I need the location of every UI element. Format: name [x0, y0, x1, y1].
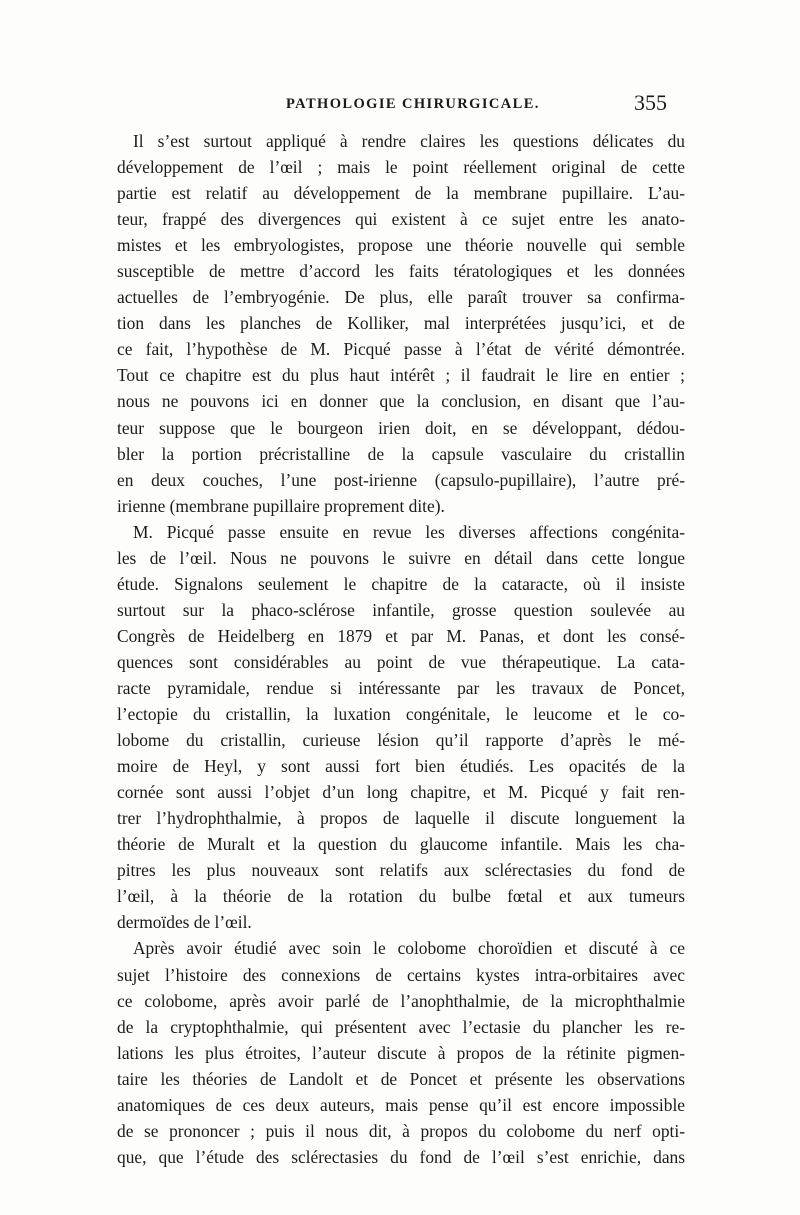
text-line: cornée sont aussi l’objet d’un long chapitre, et M. Picqué y fait ren- — [117, 782, 685, 803]
text-line: Tout ce chapitre est du plus haut intérêt ; il faudrait le lire en entier ; — [117, 365, 685, 386]
text-line: trer l’hydrophthalmie, à propos de laquelle il discute longuement la — [117, 808, 685, 829]
text-line: développement de l’œil ; mais le point réellement original de cette — [117, 157, 685, 178]
text-line: anatomiques de ces deux auteurs, mais pense qu’il est encore impossible — [117, 1094, 685, 1115]
text-line: théorie de Muralt et la question du glaucome infantile. Mais les cha- — [117, 834, 685, 855]
text-line: Congrès de Heidelberg en 1879 et par M. Panas, et dont les consé- — [117, 625, 685, 646]
page-number: 355 — [634, 90, 667, 115]
text-line: irienne (membrane pupillaire proprement dite). — [117, 495, 445, 516]
text-line: ce colobome, après avoir parlé de l’anophthalmie, de la microphthalmie — [117, 990, 685, 1011]
text-line: partie est relatif au développement de la membrane pupillaire. L’au- — [117, 183, 685, 204]
text-line: l’œil, à la théorie de la rotation du bulbe fœtal et aux tumeurs — [117, 886, 685, 907]
text-line: M. Picqué passe ensuite en revue les diverses affections congénita- — [133, 521, 685, 542]
text-line: lobome du cristallin, curieuse lésion qu’il rapporte d’après le mé- — [117, 730, 685, 751]
text-line: teur suppose que le bourgeon irien doit, en se développant, dédou- — [117, 417, 685, 438]
text-line: racte pyramidale, rendue si intéressante par les travaux de Poncet, — [117, 677, 685, 698]
text-line: nous ne pouvons ici en donner que la conclusion, en disant que l’au- — [117, 391, 685, 412]
text-line: bler la portion précristalline de la capsule vasculaire du cristallin — [117, 443, 685, 464]
text-line: de se prononcer ; puis il nous dit, à propos du colobome du nerf opti- — [117, 1120, 685, 1141]
text-line: taire les théories de Landolt et de Poncet et présente les observations — [117, 1068, 685, 1089]
text-line: dermoïdes de l’œil. — [117, 912, 252, 933]
running-title: PATHOLOGIE CHIRURGICALE. — [286, 96, 540, 112]
text-line: les de l’œil. Nous ne pouvons le suivre en détail dans cette longue — [117, 547, 685, 568]
text-line: actuelles de l’embryogénie. De plus, elle paraît trouver sa confirma- — [117, 287, 685, 308]
text-line: surtout sur la phaco-sclérose infantile, grosse question soulevée au — [117, 599, 685, 620]
text-line: que, que l’étude des sclérectasies du fond de l’œil s’est enrichie, dans — [117, 1146, 685, 1167]
text-line: Il s’est surtout appliqué à rendre claires les questions délicates du — [133, 131, 685, 151]
text-line: Après avoir étudié avec soin le colobome choroïdien et discuté à ce — [133, 938, 685, 959]
text-line: de la cryptophthalmie, qui présentent avec l’ectasie du plancher les re- — [117, 1016, 685, 1037]
text-line: en deux couches, l’une post-irienne (capsulo-pupillaire), l’autre pré- — [117, 469, 685, 490]
text-line: susceptible de mettre d’accord les faits tératologiques et les données — [117, 261, 685, 282]
text-line: étude. Signalons seulement le chapitre de la cataracte, où il insiste — [117, 573, 685, 594]
body-text — [117, 128, 685, 1170]
text-line: ce fait, l’hypothèse de M. Picqué passe à l’état de vérité démontrée. — [117, 339, 685, 360]
text-line: quences sont considérables au point de vue thérapeutique. La cata- — [117, 651, 685, 672]
text-line: tion dans les planches de Kolliker, mal interprétées jusqu’ici, et de — [117, 313, 685, 334]
running-head — [0, 92, 800, 122]
text-line: l’ectopie du cristallin, la luxation congénitale, le leucome et le co- — [117, 704, 685, 725]
text-line: moire de Heyl, y sont aussi fort bien étudiés. Les opacités de la — [117, 756, 685, 777]
text-line: lations les plus étroites, l’auteur discute à propos de la rétinite pigmen- — [117, 1042, 685, 1063]
text-line: sujet l’histoire des connexions de certains kystes intra-orbitaires avec — [117, 964, 685, 985]
text-line: mistes et les embryologistes, propose une théorie nouvelle qui semble — [117, 235, 685, 256]
text-line: pitres les plus nouveaux sont relatifs aux sclérectasies du fond de — [117, 860, 685, 881]
text-line: teur, frappé des divergences qui existent à ce sujet entre les anato- — [117, 209, 685, 230]
